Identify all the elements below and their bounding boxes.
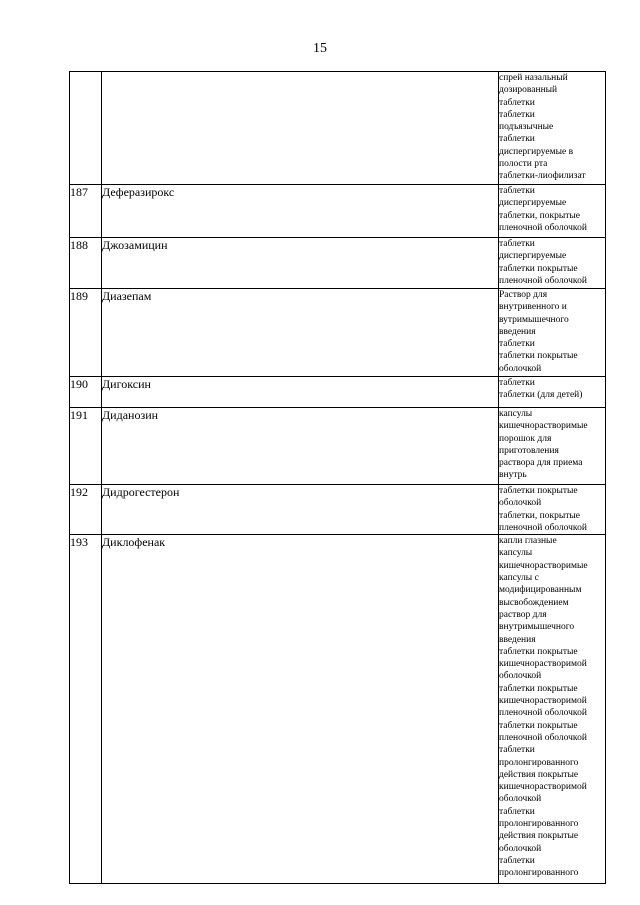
dosage-form-line: диспергируемые xyxy=(499,198,567,209)
drug-name: Деферазирокс xyxy=(102,185,499,238)
dosage-form-line: таблетки-лиофилизат xyxy=(499,171,586,182)
dosage-form-line: пленочной оболочкой xyxy=(499,275,587,286)
dosage-form-line: таблетки xyxy=(499,109,535,120)
dosage-form-line: приготовления xyxy=(499,445,559,456)
dosage-form-line: внутримышечного xyxy=(499,622,575,633)
dosage-form-line: таблетки покрытые xyxy=(499,646,578,657)
dosage-form-line: диспергируемые xyxy=(499,251,567,262)
row-number: 189 xyxy=(70,289,102,377)
dosage-form-line: таблетки xyxy=(499,806,535,817)
table-row xyxy=(70,185,606,238)
table-row xyxy=(70,238,606,289)
drug-name: Диклофенак xyxy=(102,535,499,884)
dosage-form-line: действия покрытые xyxy=(499,769,579,780)
table-body xyxy=(70,72,606,884)
dosage-form-line: капли глазные xyxy=(499,536,557,547)
dosage-form-line: диспергируемые в xyxy=(499,146,574,157)
dosage-form-line: введения xyxy=(499,326,536,337)
dosage-forms xyxy=(499,535,606,884)
dosage-form-line: таблетки xyxy=(499,339,535,350)
row-number xyxy=(70,72,102,185)
dosage-form-line: пленочной оболочкой xyxy=(499,708,587,719)
dosage-form-line: введения xyxy=(499,634,536,645)
table-row xyxy=(70,408,606,485)
dosage-form-line: таблетки, покрытые xyxy=(499,510,580,521)
dosage-form-line: кишечнорастворимые xyxy=(499,421,588,432)
table-row xyxy=(70,535,606,884)
dosage-form-line: таблетки xyxy=(499,186,535,196)
dosage-form-line: таблетки xyxy=(499,97,535,108)
dosage-form-line: капсулы xyxy=(499,409,533,419)
dosage-form-line: таблетки покрытые xyxy=(499,720,578,731)
dosage-form-line: пленочной оболочкой xyxy=(499,522,587,533)
dosage-form-line: модифицированным xyxy=(499,585,582,596)
dosage-form-line: действия покрытые xyxy=(499,831,579,842)
dosage-form-line: оболочкой xyxy=(499,843,542,854)
dosage-form-line: порошок для xyxy=(499,433,552,444)
dosage-form-line: таблетки, покрытые xyxy=(499,210,580,221)
dosage-forms xyxy=(499,185,606,238)
row-number: 190 xyxy=(70,377,102,408)
dosage-form-line: спрей назальный xyxy=(499,73,568,83)
table-row xyxy=(70,72,606,185)
dosage-forms xyxy=(499,72,606,185)
row-number: 187 xyxy=(70,185,102,238)
dosage-form-line: кишечнорастворимой xyxy=(499,782,587,793)
dosage-form-line: таблетки покрытые xyxy=(499,486,578,496)
dosage-forms xyxy=(499,238,606,289)
row-number: 192 xyxy=(70,485,102,535)
dosage-forms xyxy=(499,485,606,535)
dosage-forms xyxy=(499,377,606,408)
dosage-form-line: вутримышечного xyxy=(499,314,569,325)
row-number: 191 xyxy=(70,408,102,485)
drug-name xyxy=(102,72,499,185)
dosage-form-line: таблетки покрытые xyxy=(499,351,578,362)
drug-name: Дидрогестерон xyxy=(102,485,499,535)
dosage-form-line: внутрь xyxy=(499,470,527,481)
dosage-forms xyxy=(499,289,606,377)
dosage-form-line: оболочкой xyxy=(499,498,542,509)
drug-table xyxy=(69,71,606,884)
dosage-form-line: таблетки xyxy=(499,378,535,388)
dosage-form-line: Раствор для xyxy=(499,290,548,300)
dosage-form-line: кишечнорастворимой xyxy=(499,659,587,670)
dosage-form-line: внутривенного и xyxy=(499,302,567,313)
dosage-forms xyxy=(499,408,606,485)
dosage-form-line: капсулы с xyxy=(499,573,539,584)
table-row xyxy=(70,485,606,535)
dosage-form-line: кишечнорастворимые xyxy=(499,560,588,571)
dosage-form-line: кишечнорастворимой xyxy=(499,696,587,707)
dosage-form-line: капсулы xyxy=(499,548,533,559)
dosage-form-line: оболочкой xyxy=(499,671,542,682)
row-number: 188 xyxy=(70,238,102,289)
table-row xyxy=(70,377,606,408)
dosage-form-line: таблетки покрытые xyxy=(499,263,578,274)
drug-name: Диазепам xyxy=(102,289,499,377)
drug-name: Джозамицин xyxy=(102,238,499,289)
dosage-form-line: пленочной оболочкой xyxy=(499,222,587,233)
dosage-form-line: полости рта xyxy=(499,159,548,170)
dosage-form-line: таблетки (для детей) xyxy=(499,390,583,401)
dosage-form-line: высвобождением xyxy=(499,597,569,608)
dosage-form-line: пролонгированного xyxy=(499,819,579,830)
dosage-form-line: раствор для xyxy=(499,609,547,620)
drug-name: Дигоксин xyxy=(102,377,499,408)
dosage-form-line: раствора для приема xyxy=(499,458,583,469)
dosage-form-line: оболочкой xyxy=(499,794,542,805)
row-number: 193 xyxy=(70,535,102,884)
dosage-form-line: таблетки xyxy=(499,134,535,145)
dosage-form-line: таблетки xyxy=(499,745,535,756)
dosage-form-line: пленочной оболочкой xyxy=(499,732,587,743)
dosage-form-line: таблетки xyxy=(499,855,535,866)
table-row xyxy=(70,289,606,377)
dosage-form-line: оболочкой xyxy=(499,363,542,374)
dosage-form-line: пролонгированного xyxy=(499,757,579,768)
dosage-form-line: пролонгированного xyxy=(499,868,579,879)
dosage-form-line: таблетки покрытые xyxy=(499,683,578,694)
drug-name: Диданозин xyxy=(102,408,499,485)
dosage-form-line: дозированный xyxy=(499,85,558,96)
dosage-form-line: подъязычные xyxy=(499,122,554,133)
page-number: 15 xyxy=(313,41,327,56)
dosage-form-line: таблетки xyxy=(499,239,535,249)
